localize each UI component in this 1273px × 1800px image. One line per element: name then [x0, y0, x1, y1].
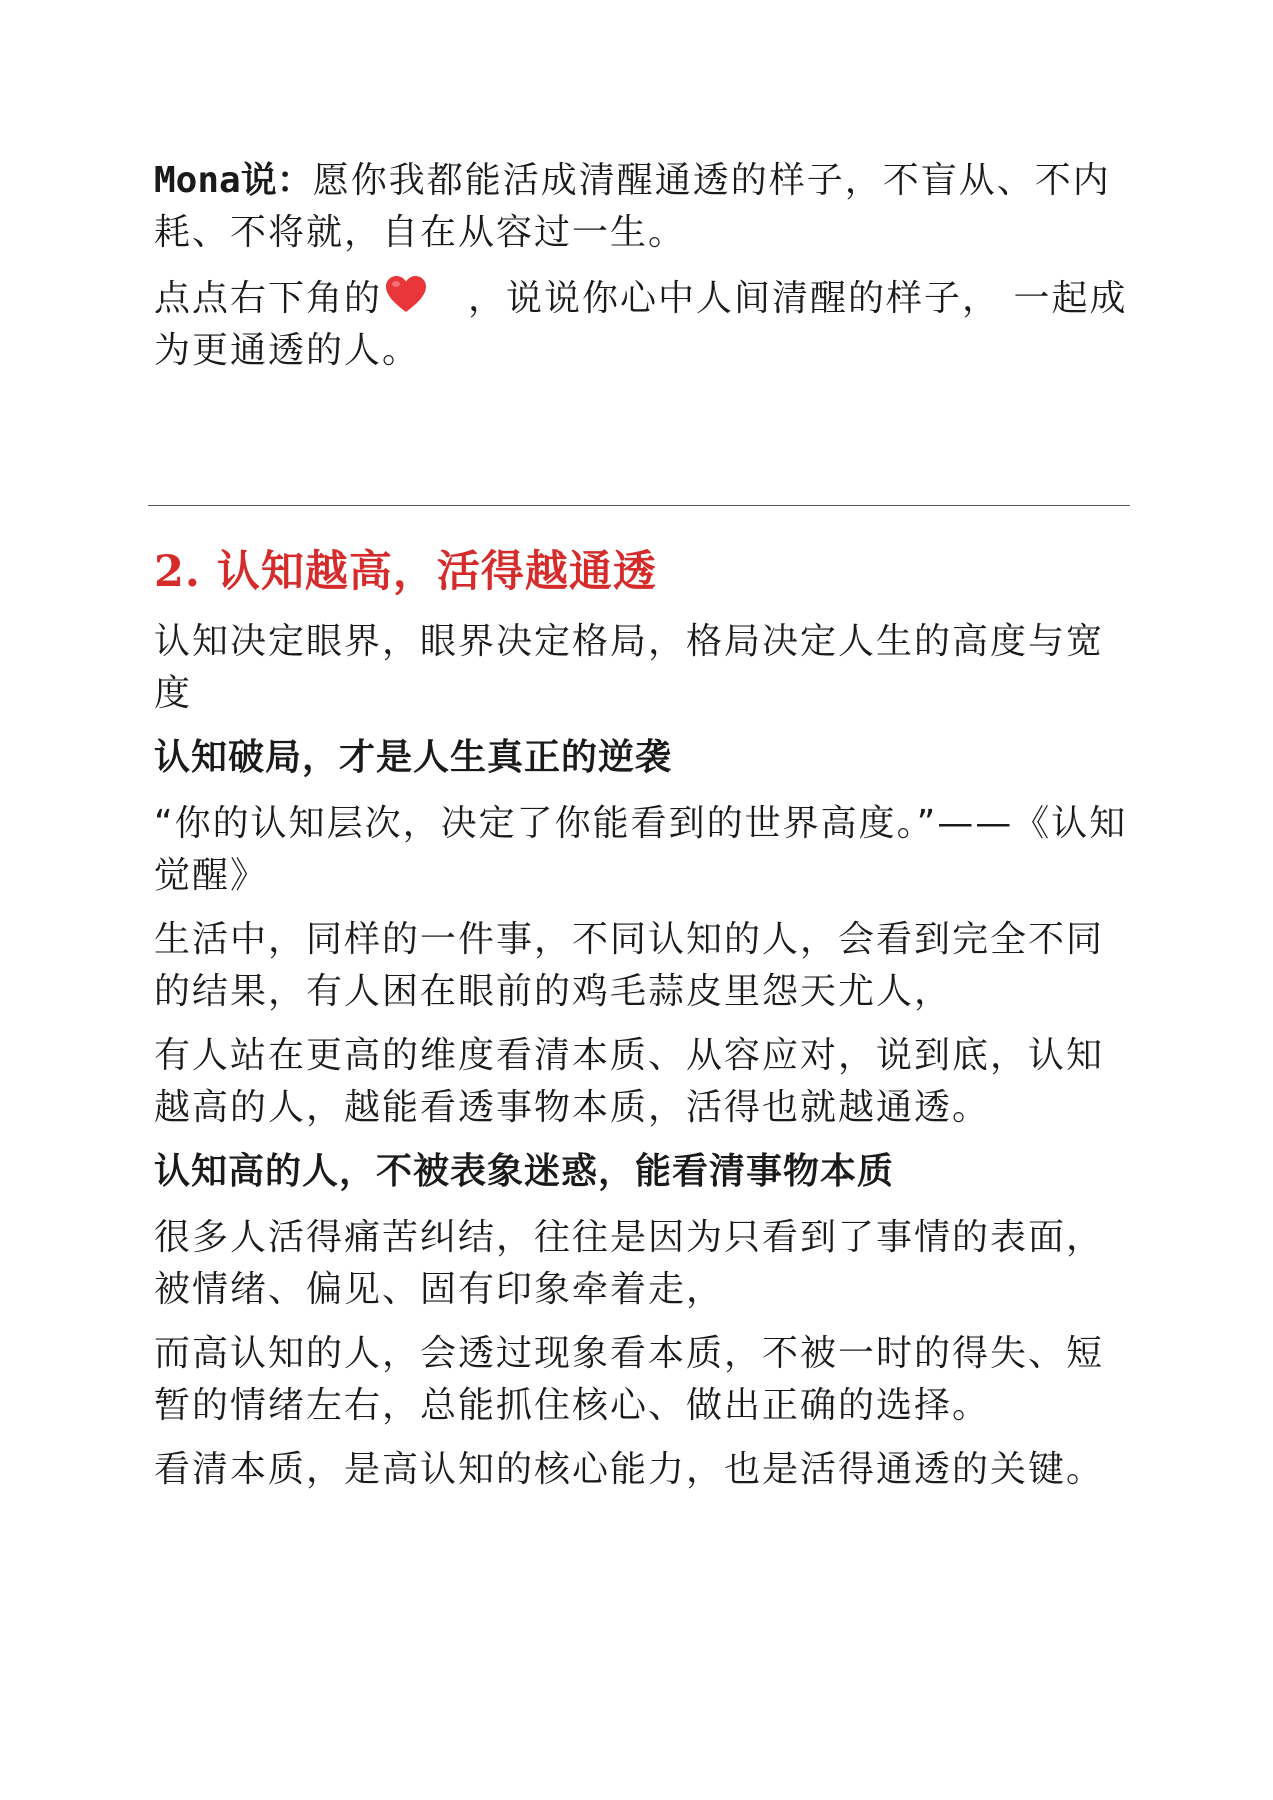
paragraph-5: 很多人活得痛苦纠结，往往是因为只看到了事情的表面，被情绪、偏见、固有印象牵着走，	[154, 1217, 1105, 1310]
section-divider	[148, 505, 1130, 506]
subheading-1: 认知破局，才是人生真正的逆袭	[154, 737, 673, 778]
intro-line-1: 愿你我都能活成清醒通透的样子，不盲从、不内 耗、不将就，自在从容过一生。	[154, 160, 1111, 253]
red-heart-icon	[384, 274, 428, 314]
intro-paragraph	[154, 155, 1129, 259]
subheading-2: 认知高的人，不被表象迷惑，能看清事物本质	[154, 1151, 895, 1192]
intro-block	[154, 155, 1129, 389]
like-prompt-before: 点点右下角的	[154, 278, 383, 319]
section-heading: 2. 认知越高，活得越通透	[154, 547, 657, 597]
like-prompt-after: ，说说你心中人间清醒的样子， 一起成为更通透的人。	[154, 278, 1128, 371]
quote-paragraph: “你的认知层次，决定了你能看到的世界高度。”——《认知觉醒》	[154, 803, 1128, 896]
paragraph-6: 而高认知的人，会透过现象看本质，不被一时的得失、短暂的情绪左右，总能抓住核心、做出正确的选择。	[154, 1333, 1105, 1426]
paragraph-7: 看清本质，是高认知的核心能力，也是活得通透的关键。	[154, 1449, 1105, 1490]
paragraph-1: 认知决定眼界，眼界决定格局，格局决定人生的高度与宽度	[154, 621, 1105, 714]
paragraph-4: 有人站在更高的维度看清本质、从容应对，说到底，认知越高的人，越能看透事物本质，活得也就越通透。	[154, 1035, 1105, 1128]
like-prompt-paragraph	[154, 273, 1129, 377]
section-2	[154, 540, 1129, 1508]
speaker-label: Mona说：	[154, 160, 313, 201]
paragraph-3: 生活中，同样的一件事，不同认知的人，会看到完全不同的结果，有人困在眼前的鸡毛蒜皮里怨天尤人，	[154, 919, 1105, 1012]
